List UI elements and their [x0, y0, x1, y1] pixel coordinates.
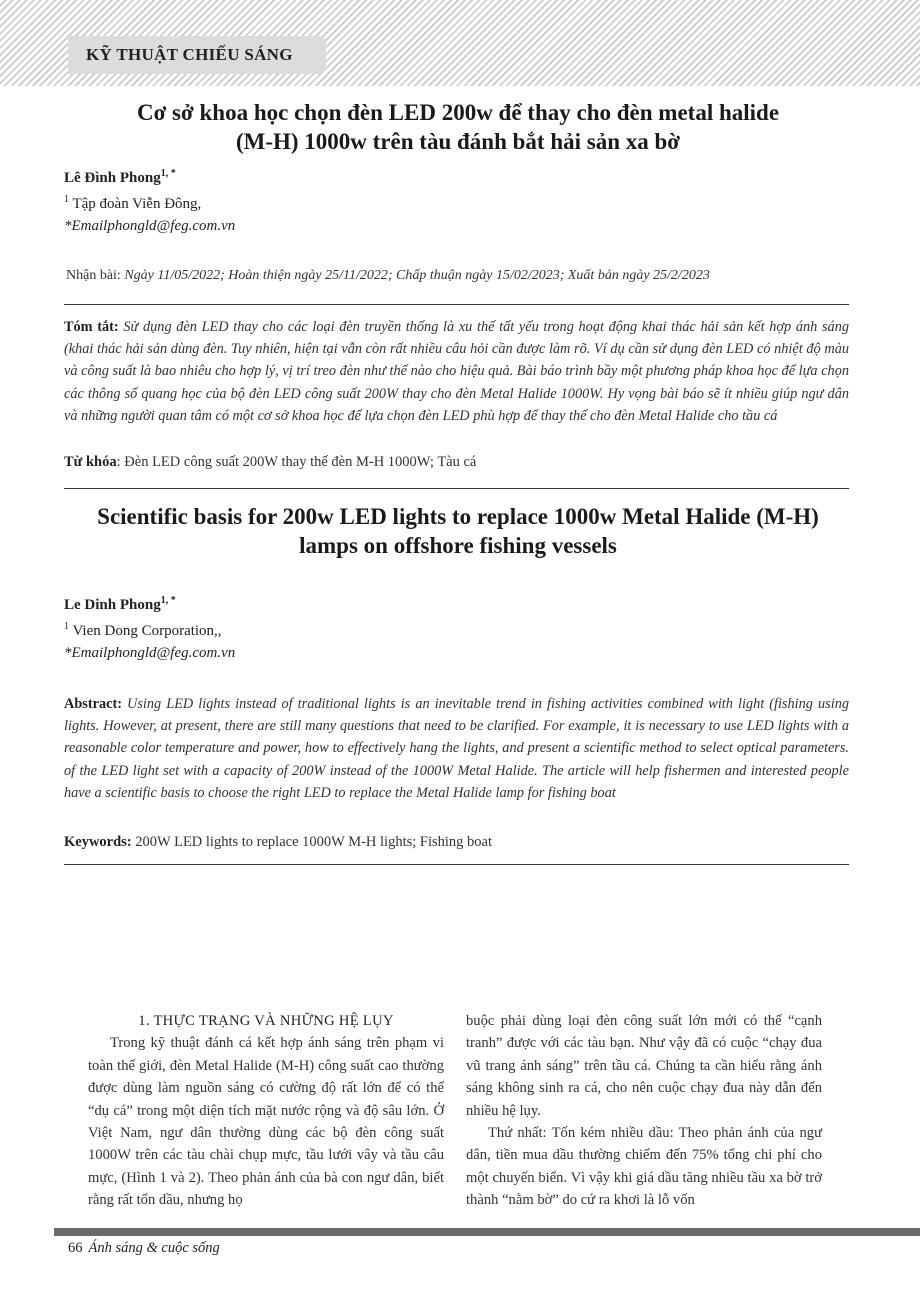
- vn-title: [68, 98, 848, 156]
- en-keywords: Keywords: 200W LED lights to replace 1000W M-H lights; Fishing boat: [64, 834, 492, 850]
- vn-title-line1: Cơ sở khoa học chọn đèn LED 200w để thay cho đèn metal halide: [136, 100, 780, 125]
- en-title-line1: Scientific basis for 200w LED lights to replace 1000w Metal Halide (M-H): [97, 504, 819, 529]
- body-right-column: [466, 1010, 822, 1212]
- en-email: *Emailphongld@feg.com.vn: [64, 645, 236, 661]
- section-label: KỸ THUẬT CHIẾU SÁNG: [68, 36, 326, 74]
- vn-author: Lê Đình Phong$^{1, *}$: [64, 168, 176, 186]
- body-left-column: [88, 1010, 444, 1212]
- vn-affiliation: $^1$ Tập đoàn Viễn Đông,: [64, 194, 202, 212]
- section-heading: 1. THỰC TRẠNG VÀ NHỮNG HỆ LỤY: [138, 1013, 394, 1029]
- vn-email: *Emailphongld@feg.com.vn: [64, 218, 236, 234]
- divider-bottom: [64, 864, 849, 865]
- paragraph: buộc phải dùng loại đèn công suất lớn mới có thể “cạnh tranh” được với các tàu bạn. Như vậy đã có cuộc “chạy đua vũ trang ánh sáng” trên tầu cá. Chúng ta cần hiểu rằng ánh sáng không sinh ra cá, cho nên cuộc chạy đua này dẫn đến nhiều hệ lụy.: [466, 1013, 822, 1119]
- en-author: Le Dinh Phong$^{1, *}$: [64, 595, 176, 613]
- received-dates: Nhận bài: Ngày 11/05/2022; Hoàn thiện ngày 25/11/2022; Chấp thuận ngày 15/02/2023; Xuất bản ngày 25/2/2023: [66, 268, 710, 283]
- journal-name: Ánh sáng & cuộc sống: [88, 1240, 220, 1256]
- vn-title-line2: (M-H) 1000w trên tàu đánh bắt hải sản xa bờ: [235, 129, 681, 154]
- vn-abstract: Tóm tắt: Sử dụng đèn LED thay cho các loại đèn truyền thống là xu thế tất yếu trong hoạt động khai thác hải sản kết hợp ánh sáng (khai thác hải sản dùng đèn. Tuy nhiên, hiện tại vẫn còn rất nhiều câu hỏi cần được làm rõ. Ví dụ cần sử dụng đèn LED có nhiệt độ màu và công suất là bao nhiêu cho hợp lý, vị trí treo đèn như thế nào cho hiệu quả. Bài báo trình bầy một phương pháp khoa học để lựa chọn các thông số quang học của bộ đèn LED công suất 200W thay cho đèn Metal Halide 1000W. Hy vọng bài báo sẽ ít nhiều giúp ngư dân và những người quan tâm có một cơ sở khoa học để lựa chọn đèn LED phù hợp để thay thế cho đèn Metal Halide cho tầu cá: [64, 319, 849, 424]
- paragraph: Thứ nhất: Tốn kém nhiều dầu: Theo phản ánh của ngư dân, tiền mua dầu thường chiếm đến 75% tổng chi phí cho một chuyến biển. Vì vậy khi giá dầu tăng nhiều tầu xa bờ trở thành “nằm bờ” do cứ ra khơi là lỗ vốn: [466, 1125, 822, 1209]
- vn-keywords: Từ khóa: Đèn LED công suất 200W thay thế đèn M-H 1000W; Tàu cá: [64, 454, 477, 470]
- divider-middle: [64, 488, 849, 489]
- en-abstract: Abstract: Using LED lights instead of traditional lights is an inevitable trend in fishing activities combined with light (fishing using lights. However, at present, there are still many questions that need to be clarified. For example, it is necessary to use LED lights with a reasonable color temperature and power, how to effectively hang the lights, and present a scientific method to select optical parameters. of the LED light set with a capacity of 200W instead of the 1000W Metal Halide. The article will help fishermen and interested people have a scientific basis to choose the right LED to replace the Metal Halide lamp for fishing boat: [64, 696, 849, 801]
- en-title-line2: lamps on offshore fishing vessels: [299, 533, 617, 558]
- page-number: 66: [68, 1240, 83, 1256]
- en-title: [68, 502, 848, 560]
- en-affiliation: $^1$ Vien Dong Corporation,,: [64, 621, 222, 639]
- paragraph: Trong kỹ thuật đánh cá kết hợp ánh sáng trên phạm vi toàn thế giới, đèn Metal Halide (M-H) công suất cao thường được dùng làm nguồn sáng có cường độ rất lớn để có thể “dụ cá” trong một diện tích mặt nước rộng và độ sâu lớn. Ở Việt Nam, ngư dân thường dùng các bộ đèn công suất 1000W trên các tàu chài chụp mực, tầu lưới vây và tầu câu mực, (Hình 1 và 2). Theo phản ánh của bà con ngư dân, biết rằng rất tốn dầu, nhưng họ: [88, 1035, 444, 1209]
- footer: [68, 1240, 220, 1257]
- divider-top: [64, 304, 849, 305]
- footer-bar: [54, 1228, 920, 1236]
